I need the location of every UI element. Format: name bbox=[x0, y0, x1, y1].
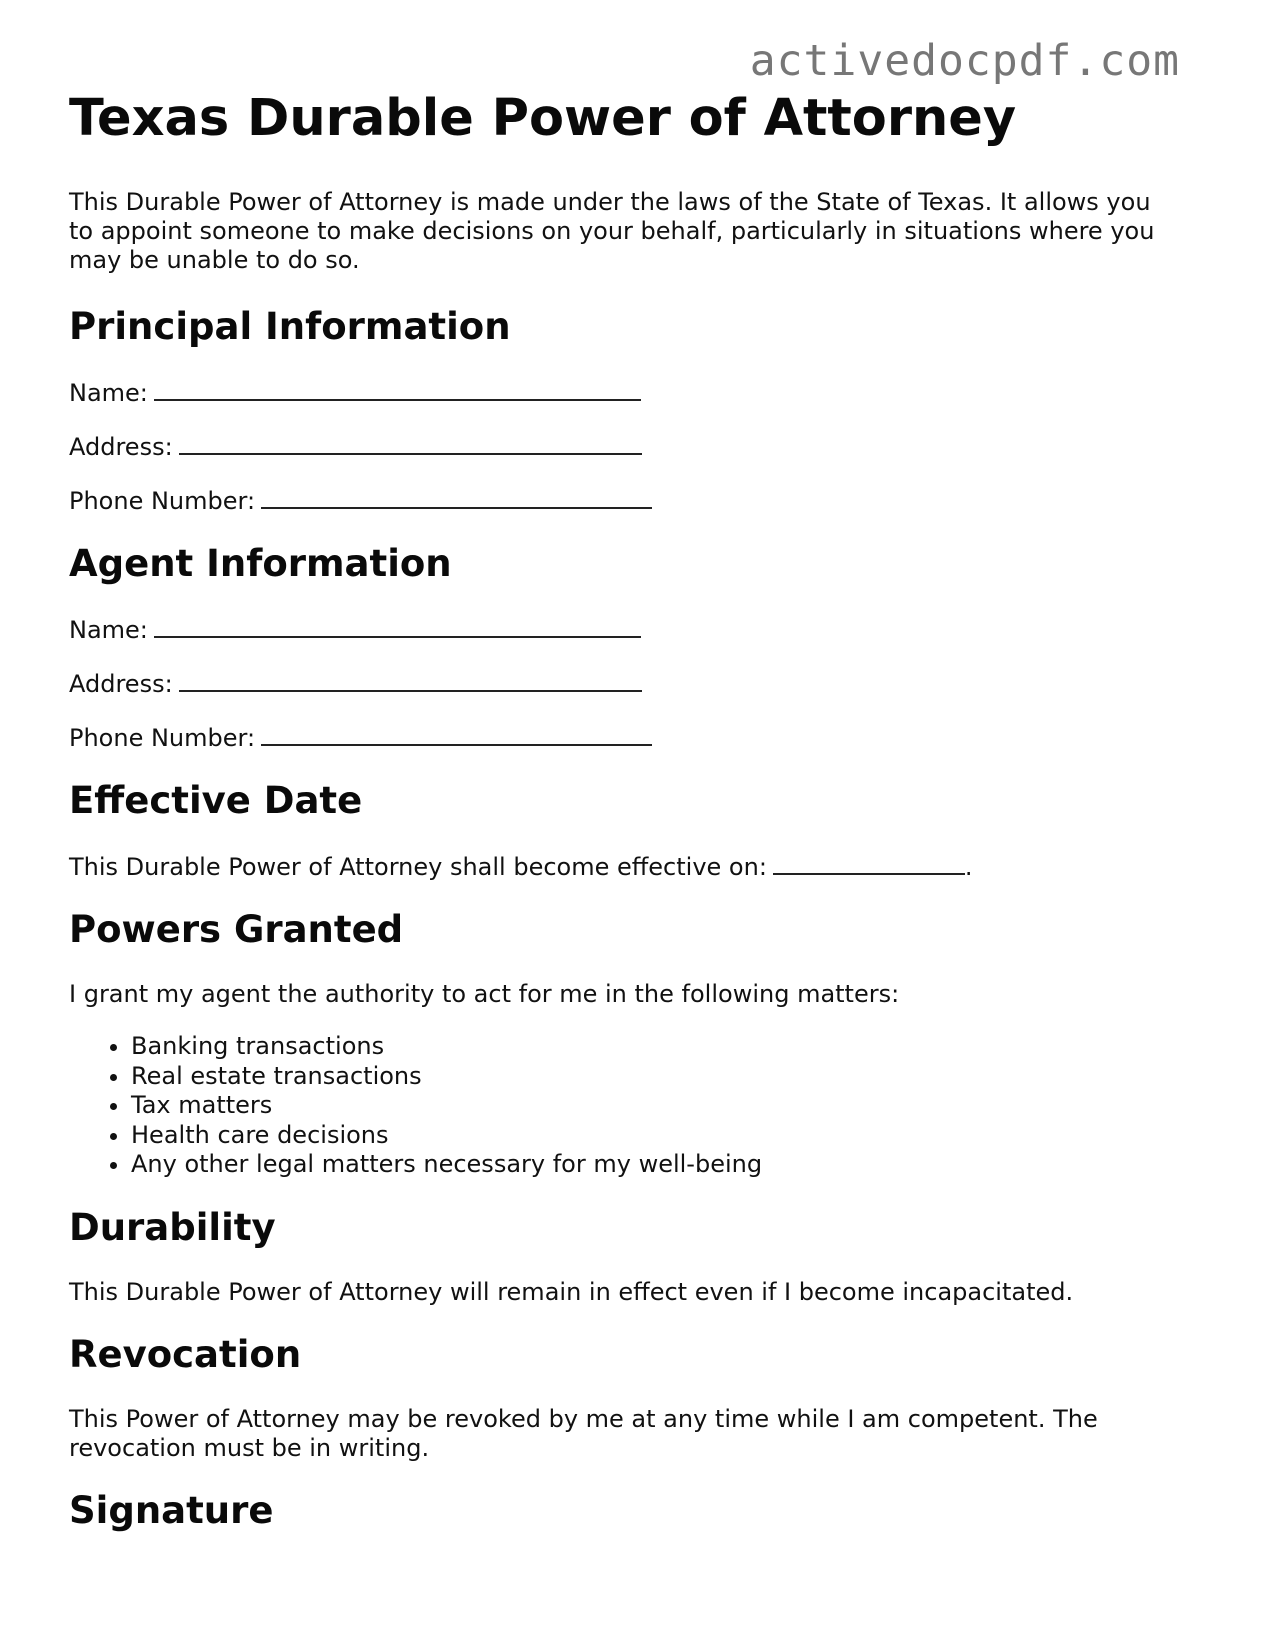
agent-address-field[interactable] bbox=[69, 668, 1189, 699]
agent-name-field[interactable] bbox=[69, 614, 1189, 645]
effective-period: . bbox=[964, 853, 973, 881]
agent-name-label: Name: bbox=[69, 616, 148, 644]
list-item: • Real estate transactions bbox=[131, 1062, 1189, 1092]
agent-phone-blank[interactable] bbox=[261, 722, 652, 746]
intro-paragraph: This Durable Power of Attorney is made under the laws of the State of Texas. It allows you to appoint someone to make decisions on your behalf, particularly in situations where you may be unable to do so. bbox=[69, 188, 1155, 274]
signature-heading: Signature bbox=[69, 1488, 274, 1532]
agent-address-blank[interactable] bbox=[179, 668, 642, 692]
principal-phone-blank[interactable] bbox=[261, 485, 652, 509]
powers-intro: I grant my agent the authority to act for me in the following matters: bbox=[69, 980, 900, 1008]
agent-address-label: Address: bbox=[69, 670, 173, 698]
effective-heading: Effective Date bbox=[69, 779, 363, 822]
agent-heading: Agent Information bbox=[69, 542, 452, 585]
principal-phone-label: Phone Number: bbox=[69, 487, 256, 515]
powers-heading: Powers Granted bbox=[69, 908, 404, 951]
principal-name-label: Name: bbox=[69, 379, 148, 407]
list-item: • Tax matters bbox=[131, 1091, 1189, 1121]
principal-heading: Principal Information bbox=[69, 305, 511, 348]
watermark: activedocpdf.com bbox=[749, 36, 1180, 86]
durability-heading: Durability bbox=[69, 1205, 276, 1249]
effective-text: This Durable Power of Attorney shall become effective on: bbox=[69, 853, 767, 881]
agent-phone-field[interactable] bbox=[69, 722, 1189, 753]
revocation-text: This Power of Attorney may be revoked by me at any time while I am competent. The revocation must be in writing. bbox=[69, 1404, 1098, 1462]
principal-name-blank[interactable] bbox=[154, 377, 641, 401]
effective-paragraph bbox=[69, 851, 1189, 882]
list-item: • Health care decisions bbox=[131, 1121, 1189, 1151]
powers-list bbox=[69, 1032, 1189, 1180]
principal-address-field[interactable] bbox=[69, 431, 1189, 462]
durability-text: This Durable Power of Attorney will remain in effect even if I become incapacitated. bbox=[69, 1277, 1074, 1306]
list-item: • Banking transactions bbox=[131, 1032, 1189, 1062]
agent-phone-label: Phone Number: bbox=[69, 724, 256, 752]
principal-phone-field[interactable] bbox=[69, 485, 1189, 516]
list-item: • Any other legal matters necessary for my well-being bbox=[131, 1150, 1189, 1180]
principal-address-label: Address: bbox=[69, 433, 173, 461]
effective-date-blank[interactable] bbox=[773, 851, 965, 875]
revocation-heading: Revocation bbox=[69, 1332, 302, 1376]
principal-name-field[interactable] bbox=[69, 377, 1189, 408]
document-title: Texas Durable Power of Attorney bbox=[69, 89, 1017, 148]
document-page bbox=[69, 88, 1189, 1533]
agent-name-blank[interactable] bbox=[154, 614, 641, 638]
principal-address-blank[interactable] bbox=[179, 431, 642, 455]
